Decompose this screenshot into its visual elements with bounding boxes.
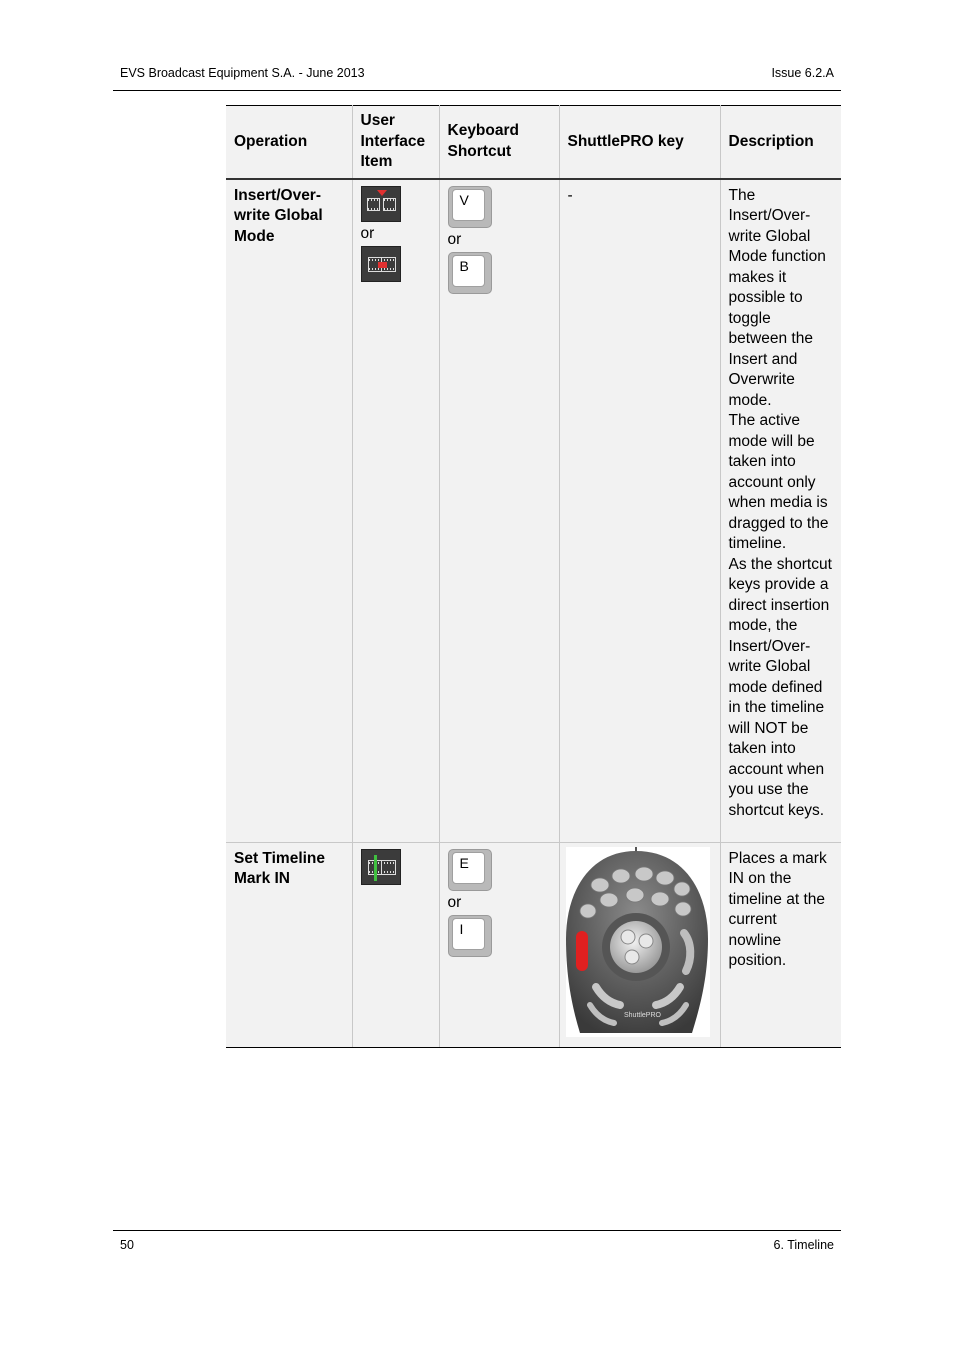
- operations-table: [226, 105, 841, 1048]
- key-v: V: [448, 186, 492, 228]
- description-cell: [720, 842, 841, 1047]
- shuttlepro-device-image: [566, 847, 710, 1037]
- header-left-text: EVS Broadcast Equipment S.A. - June 2013: [120, 66, 365, 80]
- page-footer: [120, 1238, 834, 1252]
- key-e: E: [448, 849, 492, 891]
- table-row: [226, 842, 841, 1047]
- page-header: [120, 66, 834, 80]
- description-paragraph: As the shortcut keys provide a direct insertion mode, the Insert/Over-write Global mode defined in the timeline will NOT be taken into account when you use the shortcut keys.: [728, 555, 832, 819]
- col-header-shuttlepro-key: ShuttlePRO key: [559, 106, 720, 179]
- keyboard-shortcut-cell: [439, 179, 559, 843]
- col-header-operation: Operation: [234, 132, 308, 150]
- or-label: or: [360, 224, 375, 242]
- description-cell: [720, 179, 841, 843]
- operation-cell: Set Timeline Mark IN: [226, 842, 352, 1047]
- or-label: or: [447, 230, 462, 248]
- col-header-keyboard-shortcut: Keyboard Shortcut: [439, 106, 559, 179]
- or-label: or: [447, 893, 462, 911]
- shuttlepro-cell: -: [559, 179, 720, 843]
- header-rule: [113, 90, 841, 91]
- ui-item-cell: [352, 179, 439, 843]
- description-paragraph: The Insert/Over-write Global Mode function makes it possible to toggle between the Insert and Overwrite mode.: [728, 186, 826, 409]
- footer-rule: [113, 1230, 841, 1231]
- ui-item-cell: [352, 842, 439, 1047]
- insert-mode-icon: [361, 186, 401, 222]
- page-number: 50: [120, 1238, 134, 1252]
- footer-section: 6. Timeline: [773, 1238, 834, 1252]
- table-row: [226, 179, 841, 843]
- shuttlepro-cell: [559, 842, 720, 1047]
- shuttle-brand-text: ShuttlePRO: [623, 1011, 661, 1019]
- description-paragraph: Places a mark IN on the timeline at the current nowline position.: [728, 849, 827, 969]
- overwrite-mode-icon: [361, 246, 401, 282]
- header-issue-text: Issue 6.2.A: [771, 66, 834, 80]
- description-paragraph: The active mode will be taken into account only when media is dragged to the timeline.: [728, 412, 829, 552]
- mark-in-icon: [361, 849, 401, 885]
- operation-cell: Insert/Over-write Global Mode: [226, 179, 352, 843]
- col-header-description: Description: [720, 106, 841, 179]
- col-header-ui-item: User Interface Item: [352, 106, 439, 179]
- key-i: I: [448, 915, 492, 957]
- keyboard-shortcut-cell: [439, 842, 559, 1047]
- key-b: B: [448, 252, 492, 294]
- table-header-row: [226, 106, 841, 179]
